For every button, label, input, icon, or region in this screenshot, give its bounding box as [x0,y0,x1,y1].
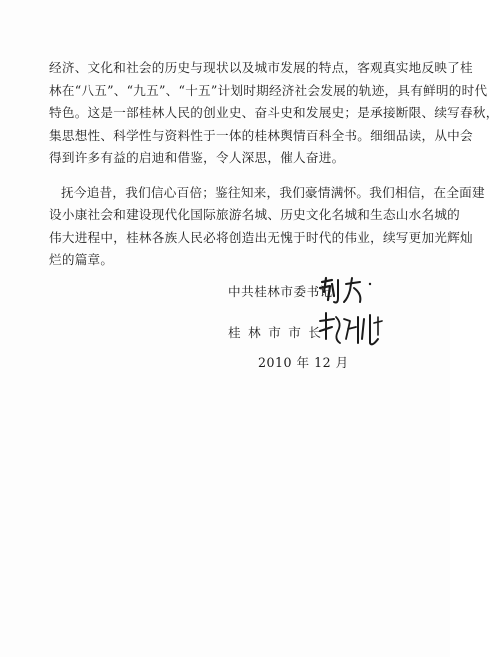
paragraph-1-line: 特色。这是一部桂林人民的创业史、奋斗史和发展史；是承接断限、续写春秋， [49,105,499,120]
paragraph-1-line: 集思想性、科学性与资料性于一体的桂林舆情百科全书。细细品读，从中会 [49,127,473,143]
paragraph-1-line: 林在“八五”、“九五”、“十五”计划时期经济社会发展的轨迹，具有鲜明的时代 [49,82,488,98]
paragraph-2-line: 抚今追昔，我们信心百倍；鉴往知来，我们豪情满怀。我们相信，在全面建 [61,184,485,200]
secretary-title: 中共桂林市委书记 [228,284,333,299]
paragraph-2-line: 烂的篇章。 [49,252,114,267]
paragraph-2-line: 设小康社会和建设现代化国际旅游名城、历史文化名城和生态山水名城的 [49,207,460,222]
paragraph-gap [49,170,407,182]
signature-block [228,278,418,347]
secretary-row [228,278,418,306]
date: 2010 年 12 月 [258,355,349,370]
mayor-title: 桂林市市长 [228,325,329,340]
secretary-signature [316,274,376,310]
paragraph-1-line: 得到许多有益的启迪和借鉴，令人深思，催人奋进。 [49,150,345,165]
paragraph-1-line: 经济、文化和社会的历史与现状以及城市发展的特点，客观真实地反映了桂 [49,60,473,75]
body-text [49,57,499,272]
mayor-row [228,319,418,347]
paragraph-2-line: 伟大进程中，桂林各族人民必将创造出无愧于时代的伟业，续写更加光辉灿 [49,229,473,245]
mayor-signature [316,309,388,353]
